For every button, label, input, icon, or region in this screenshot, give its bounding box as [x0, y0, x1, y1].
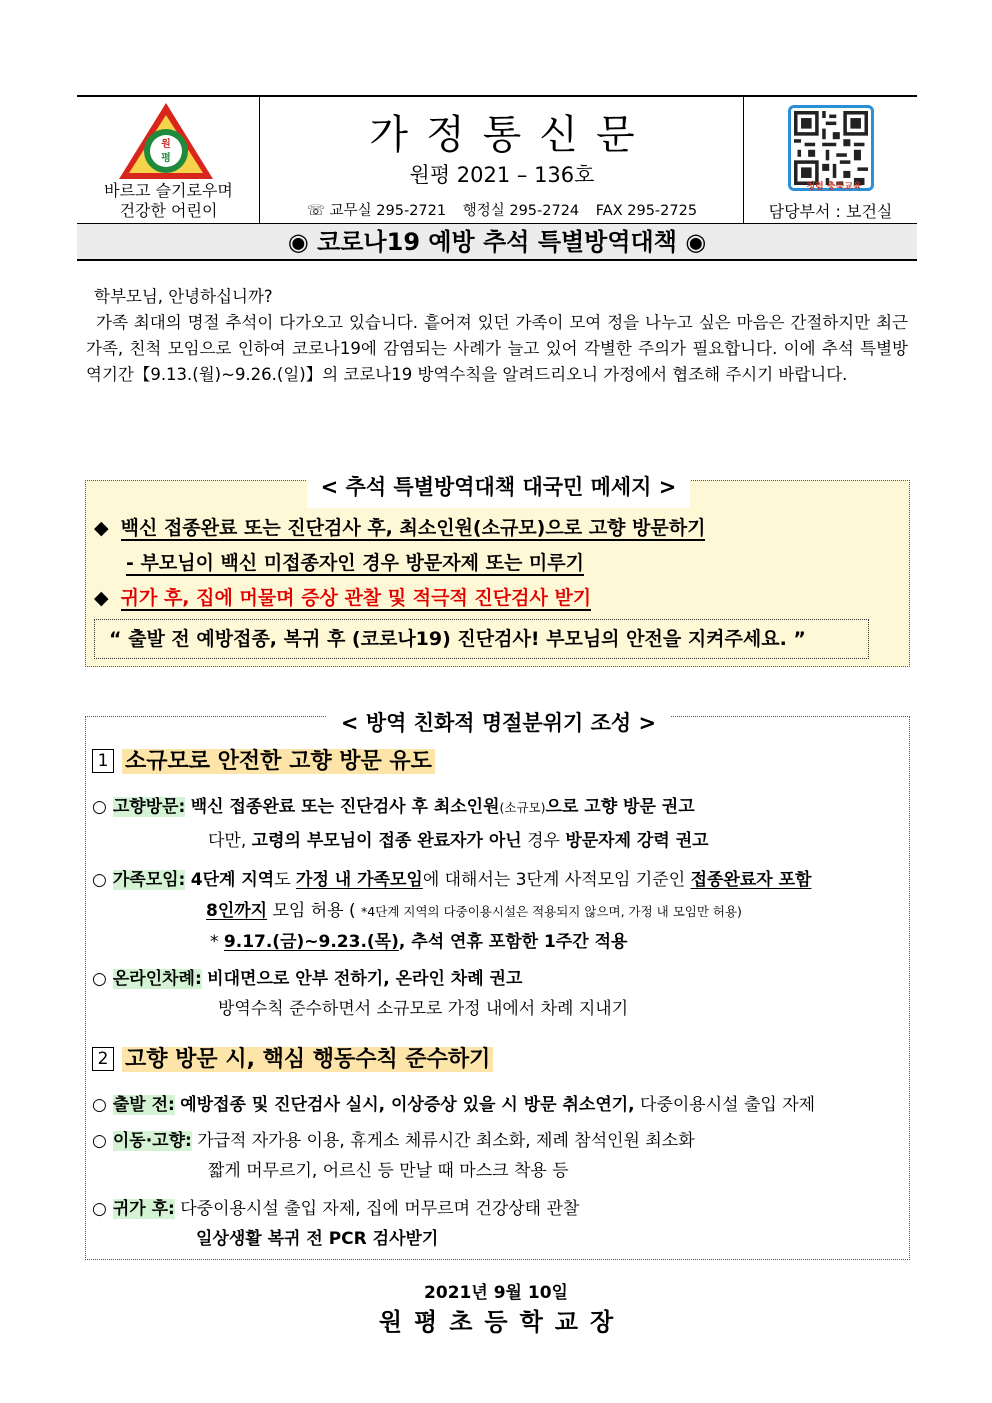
logo-char-1: 원: [161, 139, 171, 150]
subject-title: ◉ 코로나19 예방 추석 특별방역대책 ◉: [77, 223, 917, 261]
office-phone: ☏ 교무실 295-2721: [306, 203, 447, 219]
diamond-bullet-icon: ◆: [94, 517, 109, 539]
section-1-title: 소규모로 안전한 고향 방문 유도: [122, 749, 435, 774]
message-quote: “ 출발 전 예방접종, 복귀 후 (코로나19) 진단검사! 부모님의 안전을 지켜주세요. ”: [94, 619, 869, 659]
home-visit-tag: 고향방문:: [112, 797, 186, 817]
issue-date: 2021년 9월 10일: [424, 1283, 568, 1303]
before-departure-text-b: 다중이용시설 출입 자제: [634, 1095, 816, 1115]
circle-bullet-icon: ○: [92, 797, 107, 817]
circle-bullet-icon: ○: [92, 870, 107, 890]
before-departure-tag: 출발 전:: [112, 1095, 175, 1115]
integrity-label: 청렴 충북교육: [806, 182, 862, 192]
issue-number: 원평 2021 – 136호: [409, 163, 595, 187]
section-2-number: 2: [92, 1047, 114, 1071]
message-item-2-text: 귀가 후, 집에 머물며 증상 관찰 및 적극적 진단검사 받기: [120, 587, 592, 609]
family-text-c: 가정 내 가족모임: [296, 870, 423, 890]
intro-text: [86, 284, 908, 388]
travel-text: 가급적 자가용 이용, 휴게소 체류시간 최소화, 제례 참석인원 최소화: [197, 1131, 695, 1151]
home-visit-text-b: 으로 고향 방문 권고: [545, 797, 695, 817]
school-logo-cell: [77, 97, 260, 225]
principal-signature: 원평초등학교장: [378, 1308, 626, 1336]
home-visit-sub-a: 다만,: [208, 831, 252, 851]
qr-code-pattern: [794, 111, 868, 185]
message-item-1-sub: [126, 548, 584, 575]
after-return-sub: 일상생활 복귀 전 PCR 검사받기: [196, 1229, 439, 1249]
after-return-text: 다중이용시설 출입 자제, 집에 머무르며 건강상태 관찰: [180, 1199, 580, 1219]
school-motto: [77, 181, 260, 221]
logo-char-2: 평: [161, 153, 171, 164]
school-logo: [115, 101, 217, 181]
travel-tag: 이동·고향:: [112, 1131, 192, 1151]
qr-cell: [744, 97, 917, 225]
family2-text-a: 8인까지: [206, 901, 268, 921]
section-1-number: 1: [92, 749, 114, 773]
department: 담당부서 : 보건실: [768, 202, 893, 221]
section-2-heading: [92, 1045, 493, 1075]
home-visit-text-a: 백신 접종완료 또는 진단검사 후 최소인원: [190, 797, 500, 817]
family-gathering-tag: 가족모임:: [112, 870, 186, 890]
family-gathering-sub: [206, 899, 742, 924]
diamond-bullet-icon: ◆: [94, 587, 109, 609]
family3-text-a: *: [210, 932, 224, 952]
intro-body: 가족 최대의 명절 추석이 다가오고 있습니다. 흩어져 있던 가족이 모여 정을 나누고 싶은 마음은 간절하지만 최근 가족, 친척 모임으로 인하여 코로나19에 감염되는 사례가 늘고 있어 각별한 주의가 필요합니다. 이에 추석 특별방역기간【9.13.(월)~9.26.(일)】의 코로나19 방역수칙을 알려드리오니 가정에서 협조해 주시기 바랍니다.: [86, 313, 908, 384]
family-text-e: 접종완료자 포함: [690, 870, 812, 890]
contact-line: [260, 199, 744, 220]
before-departure-line: [92, 1093, 815, 1117]
letterhead: [77, 95, 917, 223]
message-item-1: [94, 513, 705, 540]
family3-text-b: 9.17.(금)~9.23.(목): [223, 932, 399, 952]
travel-sub: 짧게 머무르기, 어르신 등 만날 때 마스크 착용 등: [208, 1161, 569, 1181]
greeting: 학부모님, 안녕하십니까?: [94, 287, 273, 306]
national-message-title: < 추석 특별방역대책 대국민 메세지 >: [307, 466, 691, 508]
circle-bullet-icon: ○: [92, 1095, 107, 1115]
fax-number: FAX 295-2725: [595, 203, 698, 219]
national-message-box: [85, 475, 910, 667]
circle-bullet-icon: ○: [92, 969, 107, 989]
after-return-line: [92, 1197, 579, 1221]
family3-text-c: , 추석 연휴 포함한 1주간 적용: [398, 932, 628, 952]
before-departure-text-a: 예방접종 및 진단검사 실시, 이상증상 있을 시 방문 취소연기,: [180, 1095, 635, 1115]
circle-bullet-icon: ○: [92, 1131, 107, 1151]
home-visit-line: [92, 795, 695, 820]
travel-line: [92, 1129, 695, 1153]
family-text-a: 4단계 지역: [190, 870, 275, 890]
admin-phone: 행정실 295-2724: [462, 203, 580, 219]
section-1-heading: [92, 747, 435, 777]
online-ritual-line: [92, 967, 522, 991]
after-return-tag: 귀가 후:: [112, 1199, 175, 1219]
family-gathering-period: [210, 930, 627, 954]
circle-bullet-icon: ○: [92, 1199, 107, 1219]
home-visit-sub: [208, 829, 709, 853]
online-ritual-text: 비대면으로 안부 전하기, 온라인 차례 권고: [207, 969, 523, 989]
family2-text-b: 모임 허용 (: [267, 901, 362, 921]
message-item-1-text: 백신 접종완료 또는 진단검사 후, 최소인원(소규모)으로 고향 방문하기: [120, 517, 706, 539]
family-text-d: 에 대해서는 3단계 사적모임 기준인: [422, 870, 691, 890]
motto-line-1: 바르고 슬기로우며: [104, 181, 233, 200]
home-visit-sub-b: 고령의 부모님이 접종 완료자가 아닌: [251, 831, 522, 851]
family2-text-c: *4단계 지역의 다중이용시설은 적용되지 않으며, 가정 내 모임만 허용): [361, 904, 742, 919]
title-cell: [260, 97, 744, 225]
home-visit-small: (소규모): [499, 800, 546, 815]
motto-line-2: 건강한 어린이: [119, 201, 218, 220]
section-2-title: 고향 방문 시, 핵심 행동수칙 준수하기: [122, 1047, 493, 1072]
holiday-guidance-title: < 방역 친화적 명절분위기 조성 >: [327, 703, 670, 743]
home-visit-sub-d: 방문자제 강력 권고: [565, 831, 709, 851]
page-title: 가정통신문: [369, 112, 653, 158]
holiday-guidance-box: [85, 711, 910, 1260]
online-ritual-tag: 온라인차례:: [112, 969, 202, 989]
home-visit-sub-c: 경우: [521, 831, 566, 851]
family-text-b: 도: [274, 870, 297, 890]
family-gathering-line: [92, 868, 811, 892]
message-item-2: [94, 583, 591, 610]
online-ritual-sub: 방역수칙 준수하면서 소규모로 가정 내에서 차례 지내기: [218, 999, 629, 1019]
message-item-1-sub-text: - 부모님이 백신 미접종자인 경우 방문자제 또는 미루기: [126, 552, 584, 574]
